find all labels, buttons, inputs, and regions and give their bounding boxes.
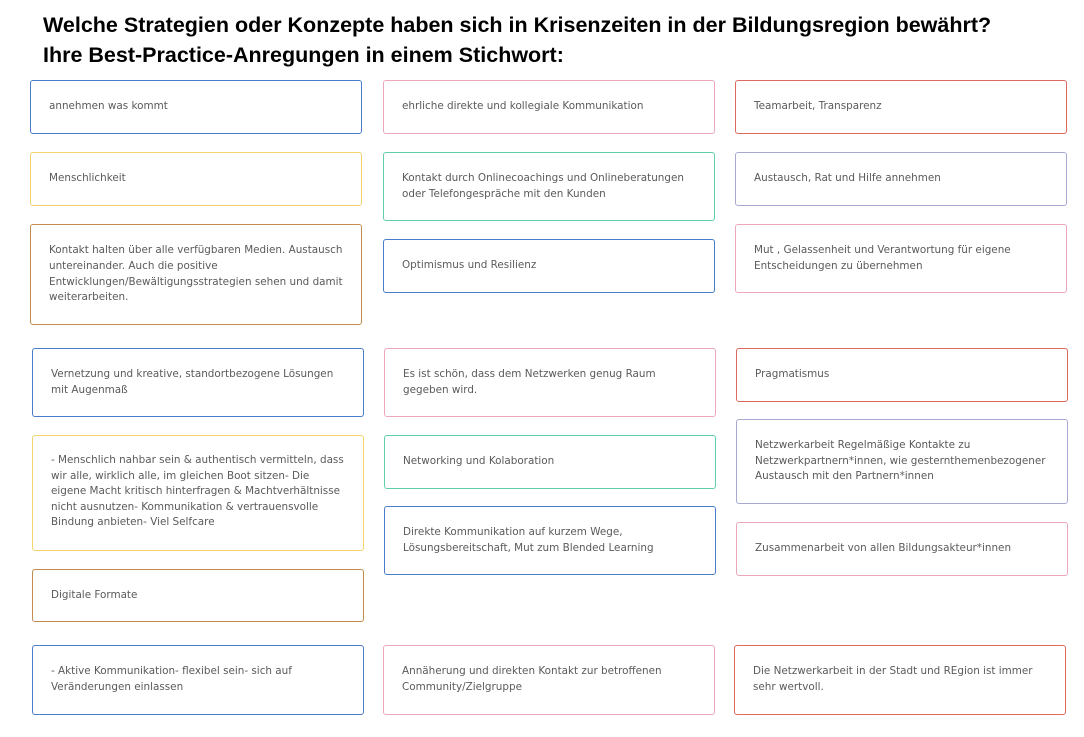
answer-text: Menschlichkeit <box>49 172 126 185</box>
question-line-1: Welche Strategien oder Konzepte haben sich in Krisenzeiten in der Bildungsregion bewährt? <box>43 13 992 37</box>
answer-text: Die Netzwerkarbeit in der Stadt und REgion ist immer sehr wertvoll. <box>753 665 1033 693</box>
answer-card[interactable] <box>30 224 362 325</box>
answer-card[interactable] <box>735 224 1067 293</box>
answer-text: Vernetzung und kreative, standortbezogene Lösungen mit Augenmaß <box>51 367 334 396</box>
answer-text: ehrliche direkte und kollegiale Kommunikation <box>402 100 644 113</box>
answer-card[interactable] <box>383 239 715 293</box>
answer-text: Annäherung und direkten Kontakt zur betroffenen Community/Zielgruppe <box>402 665 662 693</box>
answer-card[interactable] <box>32 569 364 622</box>
answer-card[interactable] <box>30 80 362 134</box>
answer-card[interactable] <box>736 419 1068 504</box>
answer-card[interactable] <box>384 348 716 417</box>
answer-card[interactable] <box>384 506 716 575</box>
answer-card[interactable] <box>32 645 364 715</box>
answer-text: Zusammenarbeit von allen Bildungsakteur*innen <box>755 542 1012 555</box>
answer-text: Kontakt durch Onlinecoachings und Onlineberatungen oder Telefongespräche mit den Kunden <box>402 171 684 200</box>
answer-card[interactable] <box>32 435 364 551</box>
answer-card[interactable] <box>735 152 1067 206</box>
answer-card[interactable] <box>735 80 1067 134</box>
answer-text: Optimismus und Resilienz <box>402 259 537 272</box>
answer-text: annehmen was kommt <box>49 100 168 113</box>
answer-text: Digitale Formate <box>51 588 138 601</box>
answer-card[interactable] <box>736 522 1068 576</box>
answer-card[interactable] <box>30 152 362 206</box>
answer-text: Direkte Kommunikation auf kurzem Wege, Lösungsbereitschaft, Mut zum Blended Learning <box>403 525 654 554</box>
answer-card[interactable] <box>383 80 715 134</box>
answer-card[interactable] <box>736 348 1068 402</box>
answer-text: Networking und Kolaboration <box>403 455 555 468</box>
answer-text: Netzwerkarbeit Regelmäßige Kontakte zu Netzwerkpartnern*innen, wie gesternthemenbezogener Austausch mit den Partnern*innen <box>755 439 1046 483</box>
answer-text: Pragmatismus <box>755 368 830 381</box>
answer-text: - Menschlich nahbar sein & authentisch vermitteln, dass wir alle, wirklich alle, im gleichen Boot sitzen- Die eigene Macht kritisch hinterfragen & Machtverhältnisse nicht ausnutzen- Kommunikation & vertrauensvolle Bindung anbieten- Viel Selfcare <box>51 454 344 529</box>
answer-text: - Aktive Kommunikation- flexibel sein- sich auf Veränderungen einlassen <box>51 665 292 693</box>
answer-text: Mut , Gelassenheit und Verantwortung für eigene Entscheidungen zu übernehmen <box>754 243 1011 272</box>
answer-card[interactable] <box>383 152 715 221</box>
answer-card[interactable] <box>383 645 715 715</box>
answer-text: Austausch, Rat und Hilfe annehmen <box>754 172 941 185</box>
answer-text: Es ist schön, dass dem Netzwerken genug Raum gegeben wird. <box>403 367 656 396</box>
question-line-2: Ihre Best-Practice-Anregungen in einem Stichwort: <box>43 43 564 67</box>
answer-text: Kontakt halten über alle verfügbaren Medien. Austausch untereinander. Auch die positive Entwicklungen/Bewältigungsstrategien sehen und damit weiterarbeiten. <box>49 244 343 304</box>
answer-card[interactable] <box>384 435 716 489</box>
answer-card[interactable] <box>734 645 1066 715</box>
answer-card[interactable] <box>32 348 364 417</box>
answer-text: Teamarbeit, Transparenz <box>754 100 882 113</box>
page-title <box>43 10 991 70</box>
